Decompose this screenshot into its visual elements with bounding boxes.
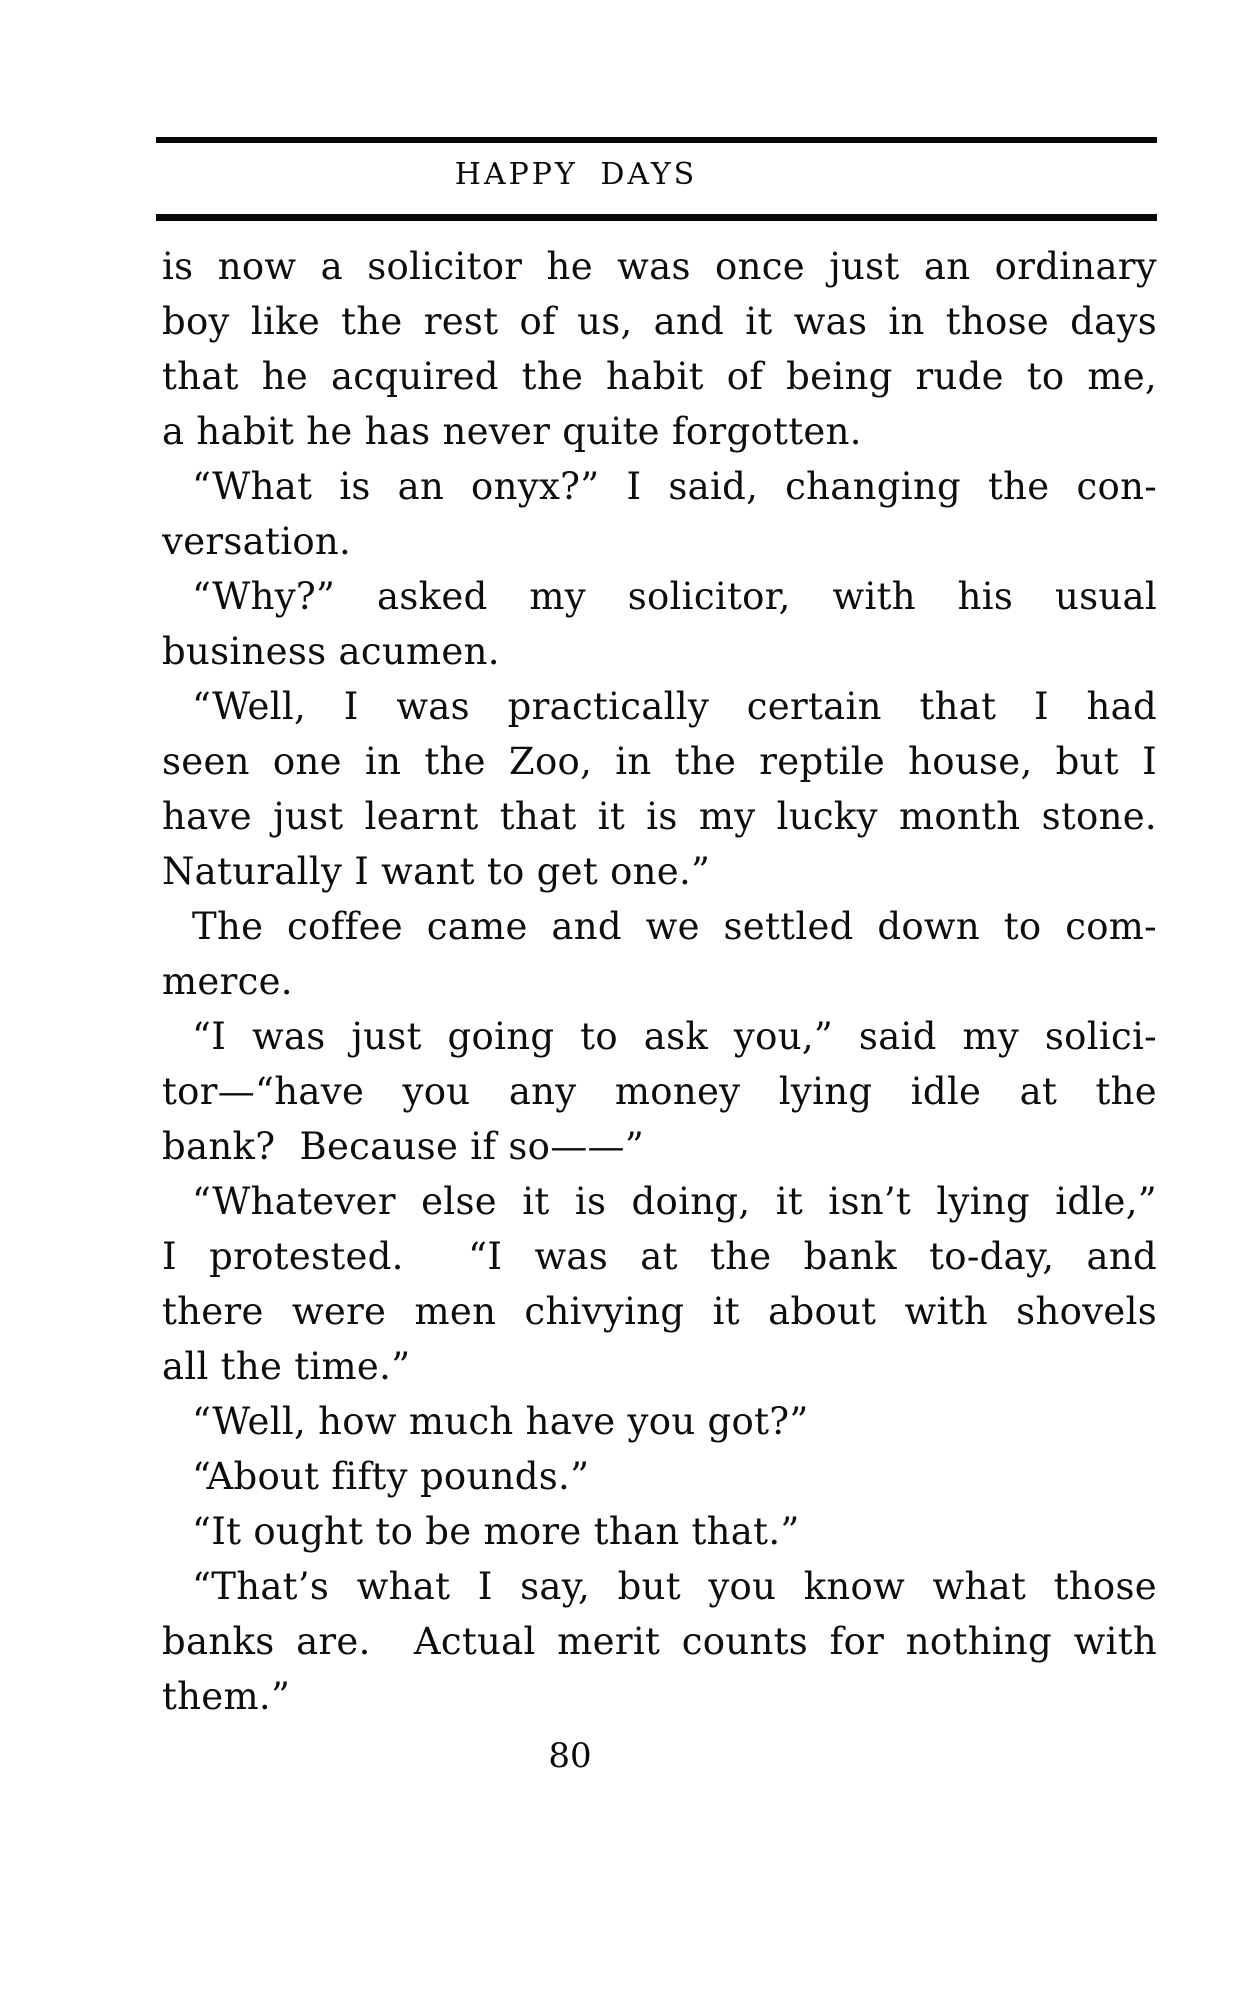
header-rule-bottom bbox=[156, 214, 1157, 221]
text-line: bank? Because if so——” bbox=[162, 1125, 645, 1168]
text-line: them.” bbox=[162, 1675, 291, 1718]
text-line: have just learnt that it is my lucky month stone. bbox=[162, 795, 1157, 838]
header-rule-top bbox=[156, 137, 1157, 143]
text-line: “Well, how much have you got?” bbox=[192, 1400, 809, 1443]
text-line: there were men chivying it about with shovels bbox=[162, 1290, 1157, 1333]
text-line: seen one in the Zoo, in the reptile house, but I bbox=[162, 740, 1157, 783]
text-line: a habit he has never quite forgotten. bbox=[162, 410, 862, 453]
text-line: I protested. “I was at the bank to-day, and bbox=[162, 1235, 1157, 1278]
text-line: all the time.” bbox=[162, 1345, 411, 1388]
page-header bbox=[0, 157, 1152, 193]
text-line: “About fifty pounds.” bbox=[192, 1455, 590, 1498]
text-line: “Well, I was practically certain that I had bbox=[192, 685, 1157, 728]
text-line: “Why?” asked my solicitor, with his usual bbox=[192, 575, 1157, 618]
text-line: Naturally I want to get one.” bbox=[162, 850, 711, 893]
text-line: business acumen. bbox=[162, 630, 500, 673]
page-footer bbox=[0, 1736, 1140, 1776]
text-line: banks are. Actual merit counts for nothing with bbox=[162, 1620, 1157, 1663]
text-line: “What is an onyx?” I said, changing the con- bbox=[192, 465, 1157, 508]
text-line: is now a solicitor he was once just an ordinary bbox=[162, 245, 1157, 288]
text-line: “It ought to be more than that.” bbox=[192, 1510, 800, 1553]
text-line: “I was just going to ask you,” said my solici- bbox=[192, 1015, 1157, 1058]
text-line: merce. bbox=[162, 960, 293, 1003]
text-line: versation. bbox=[162, 520, 352, 563]
text-line: tor—“have you any money lying idle at the bbox=[162, 1070, 1157, 1113]
text-line: “That’s what I say, but you know what those bbox=[192, 1565, 1157, 1608]
page-number: 80 bbox=[548, 1736, 592, 1776]
running-head-title: HAPPY DAYS bbox=[454, 157, 698, 192]
text-block bbox=[162, 239, 1157, 1724]
text-line: The coffee came and we settled down to com- bbox=[192, 905, 1157, 948]
text-line: “Whatever else it is doing, it isn’t lying idle,” bbox=[192, 1180, 1157, 1223]
text-line: that he acquired the habit of being rude to me, bbox=[162, 355, 1157, 398]
text-line: boy like the rest of us, and it was in those days bbox=[162, 300, 1157, 343]
